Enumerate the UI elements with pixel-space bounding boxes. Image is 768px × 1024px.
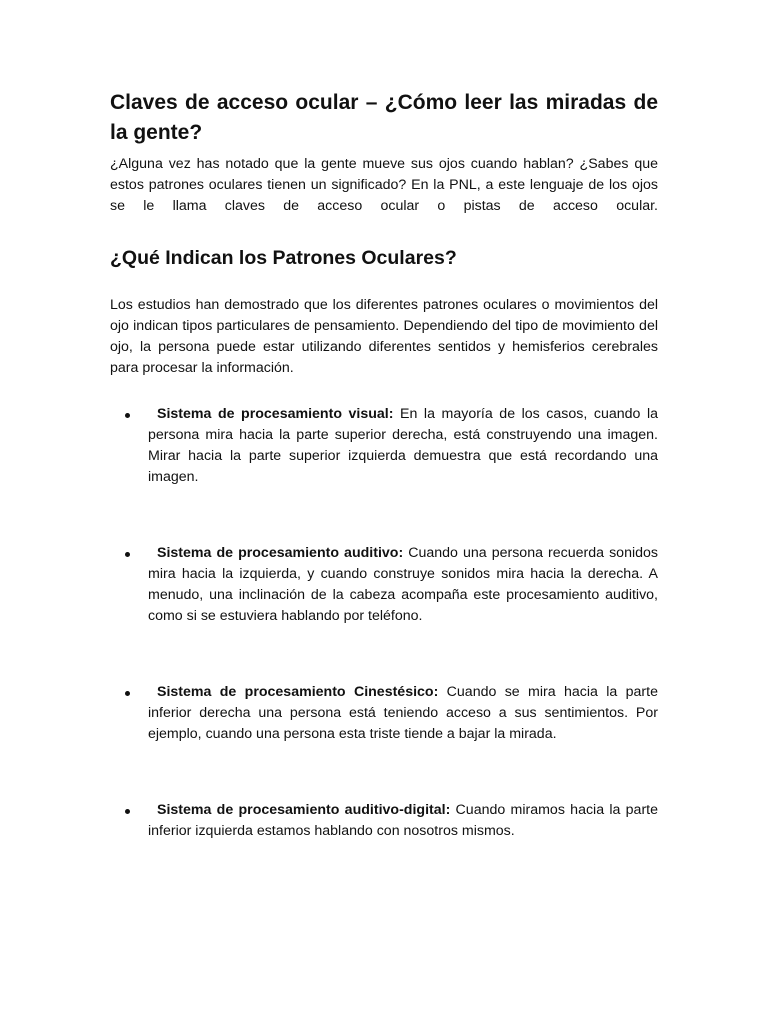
list-item-term: Sistema de procesamiento auditivo-digital: [157,802,451,818]
list-item [110,404,658,488]
bullet-icon [125,809,130,814]
list-item-text: Cuando miramos hacia la parte inferior izquierda estamos hablando con nosotros mismos. [148,802,658,839]
list-item-term: Sistema de procesamiento auditivo: [157,545,404,561]
list-item [110,682,658,745]
studies-paragraph: Los estudios han demostrado que los diferentes patrones oculares o movimientos del ojo indican tipos particulares de pensamiento. Dependiendo del tipo de movimiento del ojo, la persona puede estar utilizando diferentes sentidos y hemisferios cerebrales para procesar la información. [110,297,658,376]
list-item-text: Cuando se mira hacia la parte inferior derecha una persona está teniendo acceso a sus sentimientos. Por ejemplo, cuando una persona esta triste tiende a bajar la mirada. [148,684,658,742]
list-item-text: En la mayoría de los casos, cuando la persona mira hacia la parte superior derecha, está construyendo una imagen. Mirar hacia la parte superior izquierda demuestra que está recordando una imagen. [148,406,658,485]
processing-systems-list [110,404,658,842]
section-heading: ¿Qué Indican los Patrones Oculares? [110,247,457,269]
document-title: Claves de acceso ocular – ¿Cómo leer las miradas de la gente? [110,91,658,144]
list-item-term: Sistema de procesamiento visual: [157,406,394,422]
list-item-text: Cuando una persona recuerda sonidos mira hacia la izquierda, y cuando construye sonidos mira hacia la derecha. A menudo, una inclinación de la cabeza acompaña este procesamiento auditivo, como si se estuviera hablando por teléfono. [148,545,658,624]
bullet-icon [125,691,130,696]
bullet-icon [125,413,130,418]
document-page [110,88,658,842]
list-item-term: Sistema de procesamiento Cinestésico: [157,684,439,700]
list-item [110,800,658,842]
list-item [110,543,658,627]
bullet-icon [125,552,130,557]
intro-paragraph: ¿Alguna vez has notado que la gente mueve sus ojos cuando hablan? ¿Sabes que estos patrones oculares tienen un significado? En la PNL, a este lenguaje de los ojos se le llama claves de acceso ocular o pistas de acceso ocular. [110,156,658,214]
